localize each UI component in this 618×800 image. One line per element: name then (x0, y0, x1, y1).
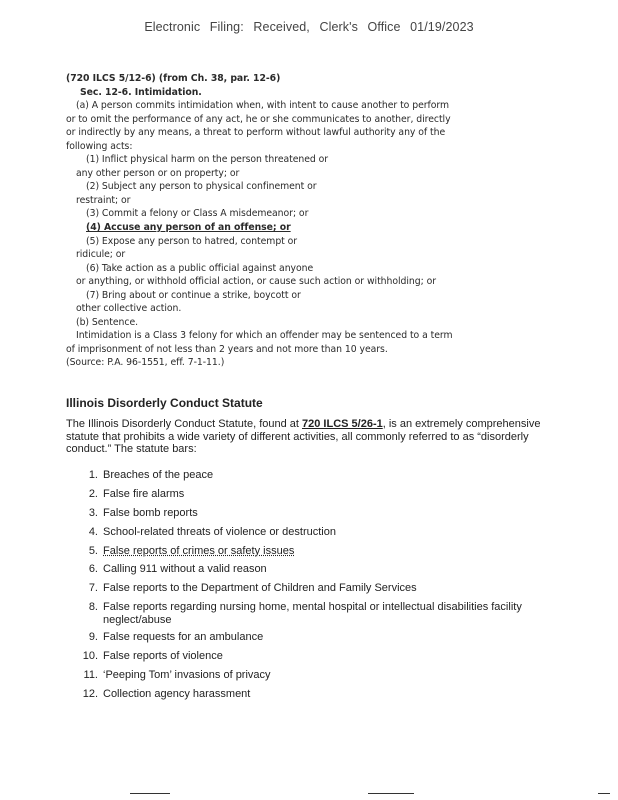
statute-line: any other person or on property; or (76, 167, 240, 179)
statute-line: of imprisonment of not less than 2 years and not more than 10 years. (66, 343, 388, 355)
disorderly-section-title: Illinois Disorderly Conduct Statute (66, 396, 263, 410)
statute-line: (1) Inflict physical harm on the person threatened or (86, 154, 329, 166)
statute-line: restraint; or (76, 194, 131, 206)
footer-rule (598, 793, 610, 794)
list-item: 12. Collection agency harassment (82, 688, 251, 701)
statute-line: or to omit the performance of any act, he or she communicates to another, directly (66, 113, 451, 125)
statute-section-title: Sec. 12-6. Intimidation. (80, 86, 202, 98)
disorderly-intro (66, 418, 546, 456)
statute-line: (5) Expose any person to hatred, contempt or (86, 235, 298, 247)
statute-line: Intimidation is a Class 3 felony for which an offender may be sentenced to a term (76, 330, 453, 342)
statute-line: (b) Sentence. (76, 316, 139, 328)
statute-line: (2) Subject any person to physical confinement or (86, 181, 317, 193)
list-item: 7. False reports to the Department of Children and Family Services (88, 582, 417, 595)
statute-citation: (720 ILCS 5/12-6) (from Ch. 38, par. 12-6) (66, 73, 281, 84)
list-item: 3. False bomb reports (88, 506, 198, 519)
statute-line: (a) A person commits intimidation when, with intent to cause another to perform (76, 100, 449, 112)
list-item: 2. False fire alarms (88, 487, 185, 500)
list-item: 10. False reports of violence (82, 650, 223, 663)
footer-rule (130, 793, 170, 794)
statute-link[interactable]: 720 ILCS 5/26-1 (302, 418, 383, 430)
statute-line: (3) Commit a felony or Class A misdemeanor; or (86, 208, 309, 220)
statute-line: (6) Take action as a public official against anyone (86, 262, 314, 274)
statute-line: other collective action. (76, 303, 182, 315)
list-item: 1. Breaches of the peace (88, 469, 214, 481)
statute-line: or anything, or withhold official action, or cause such action or withholding; or (76, 276, 436, 288)
list-item: 4. School-related threats of violence or destruction (88, 525, 336, 538)
footer-rule (368, 793, 414, 794)
filing-header: Electronic Filing: Received, Clerk's Office 01/19/2023 (144, 20, 474, 34)
list-item: 8. False reports regarding nursing home, mental hospital or intellectual disabilities facility neglect/abuse (88, 601, 522, 626)
statute-source: (Source: P.A. 96-1551, eff. 7-1-11.) (66, 357, 225, 369)
list-item: 5. False reports of crimes or safety issues (88, 544, 295, 557)
statute-line: ridicule; or (76, 249, 126, 261)
statute-line: or indirectly by any means, a threat to perform without lawful authority any of the (66, 127, 446, 139)
intro-text-before: The Illinois Disorderly Conduct Statute, found at (66, 418, 303, 430)
statute-line: following acts: (66, 140, 133, 152)
intro-text-after: , is an extremely comprehensive statute that prohibits a wide variety of different activities, all commonly referred to as “disorderly conduct.” The statute bars: (66, 418, 541, 456)
intimidation-statute (66, 72, 453, 370)
statute-line: (7) Bring about or continue a strike, boycott or (86, 289, 301, 301)
list-item: 11. ‘Peeping Tom’ invasions of privacy (83, 669, 271, 682)
list-item: 6. Calling 911 without a valid reason (88, 563, 267, 576)
statute-bars-list (80, 469, 550, 707)
list-item: 9. False requests for an ambulance (88, 631, 264, 644)
statute-line-highlighted: (4) Accuse any person of an offense; or (86, 222, 291, 234)
